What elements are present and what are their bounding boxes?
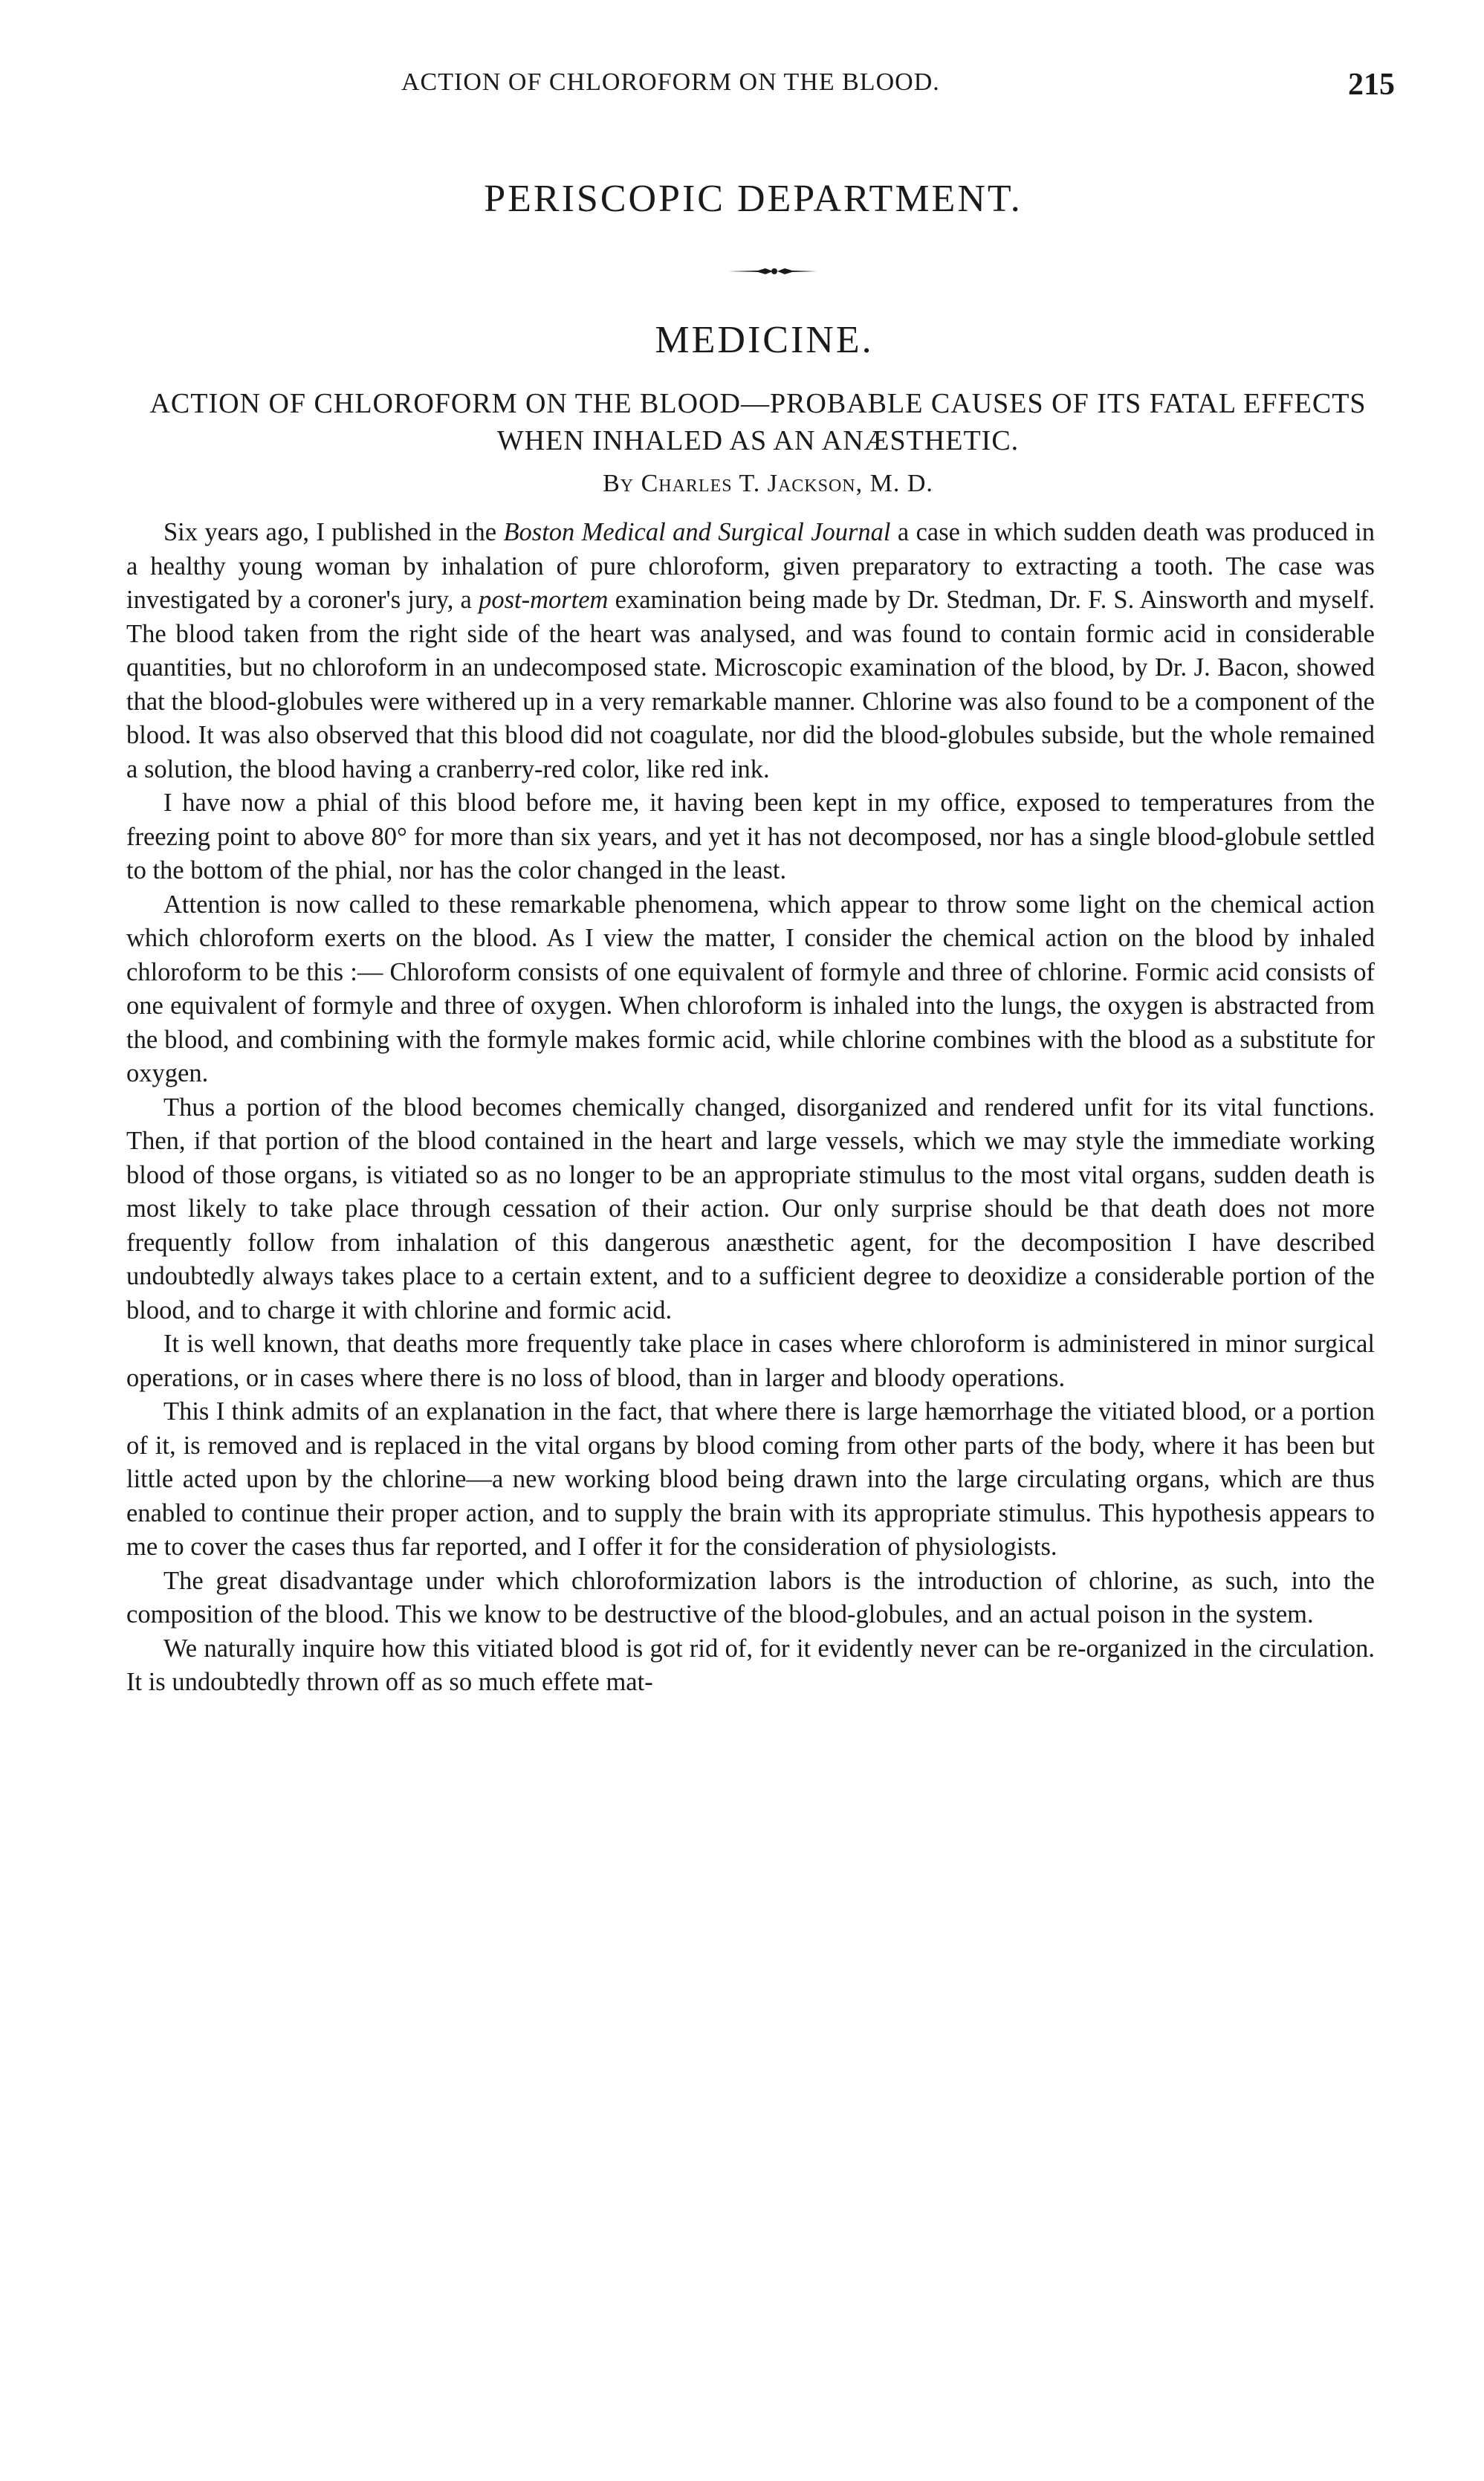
paragraph: Attention is now called to these remarkable phenomena, which appear to throw some light on the chemical action which chloroform exerts on the blood. As I view the matter, I consider the chemical action on the blood by inhaled chloroform to be this :— Chloroform consists of one equivalent of formyle and three of chlorine. Formic acid consists of one equivalent of formyle and three of oxygen. When chloroform is inhaled into the lungs, the oxygen is abstracted from the blood, and combining with the formyle makes formic acid, while chlorine combines with the blood as a substitute for oxygen.: [126, 890, 1375, 1087]
running-head: [126, 68, 1395, 113]
italic-term: post-mortem: [479, 586, 609, 614]
article-title: ACTION OF CHLOROFORM ON THE BLOOD—PROBABLE CAUSES OF ITS FATAL EFFECTS WHEN INHALED AS AN ANÆSTHETIC.: [149, 388, 1367, 456]
paragraph: We naturally inquire how this vitiated blood is got rid of, for it evidently never can be re-organized in the circulation. It is undoubtedly thrown off as so much effete mat-: [126, 1634, 1375, 1696]
paragraph: Six years ago, I published in the Boston Medical and Surgical Journal a case in which sudden death was produced in a healthy young woman by inhalation of pure chloroform, given preparatory to extracting a tooth. The case was investigated by a coroner's jury, a post-mortem examination being made by Dr. Stedman, Dr. F. S. Ainsworth and myself. The blood taken from the right side of the heart was analysed, and was found to contain formic acid in considerable quantities, but no chloroform in an undecomposed state. Microscopic examination of the blood, by Dr. J. Bacon, showed that the blood-globules were withered up in a very remarkable manner. Chlorine was also found to be a component of the blood. It was also observed that this blood did not coagulate, nor did the blood-globules subside, but the whole remained a solution, the blood having a cranberry-red color, like red ink.: [126, 518, 1375, 783]
page-number: 215: [1348, 68, 1395, 102]
running-head-title: ACTION OF CHLOROFORM ON THE BLOOD.: [401, 68, 940, 96]
ornamental-rule: [728, 266, 817, 276]
section-heading: MEDICINE.: [655, 319, 874, 361]
paragraph: The great disadvantage under which chloroformization labors is the introduction of chlorine, as such, into the composition of the blood. This we know to be destructive of the blood-globules, and an actual poison in the system.: [126, 1566, 1375, 1628]
paragraph: This I think admits of an explanation in the fact, that where there is large hæmorrhage the vitiated blood, or a portion of it, is removed and is replaced in the vital organs by blood coming from other parts of the body, where it has been but little acted upon by the chlorine—a new working blood being drawn into the large circulating organs, which are thus enabled to continue their proper action, and to supply the brain with its appropriate stimulus. This hypothesis appears to me to cover the cases thus far reported, and I offer it for the consideration of physiologists.: [126, 1397, 1375, 1561]
journal-title: Boston Medical and Surgical Journal: [503, 518, 891, 546]
byline-prefix: By: [603, 470, 635, 497]
article-body: [126, 516, 1375, 1700]
department-heading: PERISCOPIC DEPARTMENT.: [484, 178, 1023, 220]
byline: [0, 470, 1484, 498]
author-name: Charles T. Jackson, M. D.: [641, 470, 933, 497]
paragraph: Thus a portion of the blood becomes chemically changed, disorganized and rendered unfit for its vital functions. Then, if that portion of the blood contained in the heart and large vessels, which we may style the immediate working blood of those organs, is vitiated so as no longer to be an appropriate stimulus to the most vital organs, sudden death is most likely to take place through cessation of their action. Our only surprise should be that death does not more frequently follow from inhalation of this dangerous anæsthetic agent, for the decomposition I have described undoubtedly always takes place to a certain extent, and to a sufficient degree to deoxidize a considerable portion of the blood, and to charge it with chlorine and formic acid.: [126, 1093, 1375, 1324]
paragraph: I have now a phial of this blood before me, it having been kept in my office, exposed to temperatures from the freezing point to above 80° for more than six years, and yet it has not decomposed, nor has a single blood-globule settled to the bottom of the phial, nor has the color changed in the least.: [126, 789, 1375, 884]
paragraph: It is well known, that deaths more frequently take place in cases where chloroform is administered in minor surgical operations, or in cases where there is no loss of blood, than in larger and bloody operations.: [126, 1330, 1375, 1392]
